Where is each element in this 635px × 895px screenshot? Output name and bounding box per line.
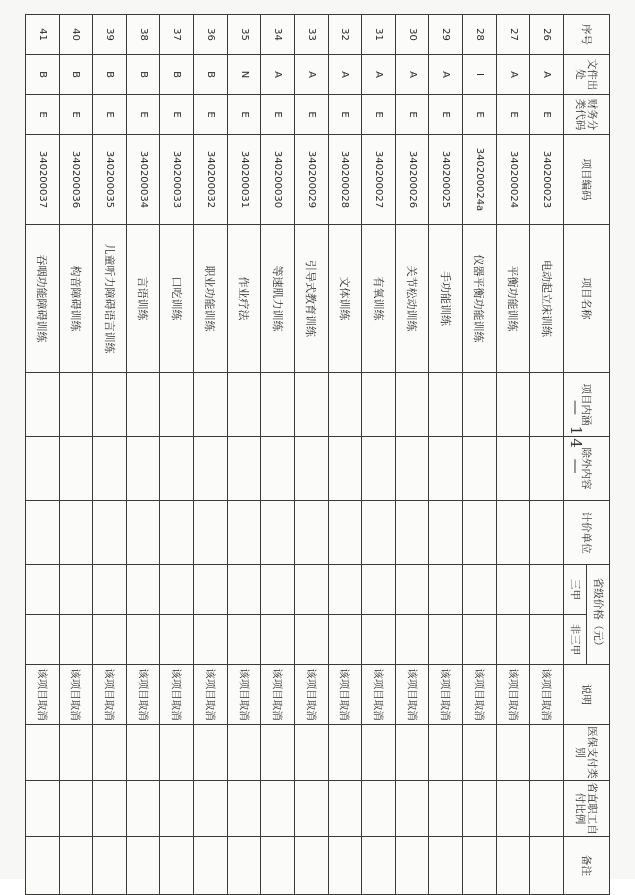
row-tier3-price bbox=[463, 565, 497, 615]
row-ratio bbox=[93, 781, 127, 837]
row-exclusion bbox=[328, 437, 362, 501]
header-desc: 说明 bbox=[564, 665, 610, 725]
row-desc: 该项目取消 bbox=[530, 665, 564, 725]
table-row bbox=[227, 15, 261, 895]
header-ratio: 省直职工自付比例 bbox=[564, 781, 610, 837]
row-connotation bbox=[227, 373, 261, 437]
row-ratio bbox=[160, 781, 194, 837]
row-item-name: 关节松动训练 bbox=[395, 225, 429, 373]
row-item-name: 电动起立床训练 bbox=[530, 225, 564, 373]
row-ratio bbox=[227, 781, 261, 837]
row-ratio bbox=[194, 781, 228, 837]
row-exclusion bbox=[160, 437, 194, 501]
row-item-code: 340200027 bbox=[362, 135, 396, 225]
header-remark: 备注 bbox=[564, 837, 610, 895]
row-doc-origin: A bbox=[429, 55, 463, 95]
row-non-tier3-price bbox=[227, 615, 261, 665]
row-ratio bbox=[362, 781, 396, 837]
row-tier3-price bbox=[126, 565, 160, 615]
row-insurance bbox=[429, 725, 463, 781]
row-desc: 该项目取消 bbox=[395, 665, 429, 725]
row-non-tier3-price bbox=[126, 615, 160, 665]
row-exclusion bbox=[93, 437, 127, 501]
row-doc-origin: A bbox=[328, 55, 362, 95]
row-insurance bbox=[160, 725, 194, 781]
header-price-group: 省级价格（元） bbox=[587, 565, 610, 665]
row-tier3-price bbox=[429, 565, 463, 615]
row-ratio bbox=[126, 781, 160, 837]
row-unit bbox=[93, 501, 127, 565]
row-remark bbox=[261, 837, 295, 895]
table-row bbox=[395, 15, 429, 895]
row-exclusion bbox=[362, 437, 396, 501]
row-seq: 37 bbox=[160, 15, 194, 55]
row-remark bbox=[194, 837, 228, 895]
row-tier3-price bbox=[261, 565, 295, 615]
table-row bbox=[126, 15, 160, 895]
row-doc-origin: A bbox=[362, 55, 396, 95]
row-insurance bbox=[530, 725, 564, 781]
row-exclusion bbox=[59, 437, 93, 501]
row-non-tier3-price bbox=[395, 615, 429, 665]
row-item-name: 引导式教育训练 bbox=[295, 225, 329, 373]
row-fin-code: E bbox=[295, 95, 329, 135]
row-desc: 该项目取消 bbox=[429, 665, 463, 725]
row-remark bbox=[496, 837, 530, 895]
row-doc-origin: I bbox=[463, 55, 497, 95]
row-exclusion bbox=[194, 437, 228, 501]
table-row bbox=[59, 15, 93, 895]
row-doc-origin: A bbox=[496, 55, 530, 95]
row-item-name: 手功能训练 bbox=[429, 225, 463, 373]
table-row bbox=[295, 15, 329, 895]
row-fin-code: E bbox=[160, 95, 194, 135]
row-non-tier3-price bbox=[328, 615, 362, 665]
row-doc-origin: B bbox=[93, 55, 127, 95]
row-non-tier3-price bbox=[160, 615, 194, 665]
row-tier3-price bbox=[93, 565, 127, 615]
row-remark bbox=[26, 837, 60, 895]
row-item-code: 340200023 bbox=[530, 135, 564, 225]
row-doc-origin: B bbox=[26, 55, 60, 95]
row-remark bbox=[59, 837, 93, 895]
row-item-code: 340200034 bbox=[126, 135, 160, 225]
row-doc-origin: A bbox=[295, 55, 329, 95]
row-fin-code: E bbox=[93, 95, 127, 135]
row-desc: 该项目取消 bbox=[328, 665, 362, 725]
table-row bbox=[362, 15, 396, 895]
row-insurance bbox=[295, 725, 329, 781]
row-seq: 32 bbox=[328, 15, 362, 55]
row-doc-origin: B bbox=[194, 55, 228, 95]
row-seq: 27 bbox=[496, 15, 530, 55]
row-desc: 该项目取消 bbox=[362, 665, 396, 725]
row-unit bbox=[26, 501, 60, 565]
row-doc-origin: A bbox=[261, 55, 295, 95]
row-ratio bbox=[463, 781, 497, 837]
row-desc: 该项目取消 bbox=[496, 665, 530, 725]
row-insurance bbox=[496, 725, 530, 781]
row-fin-code: E bbox=[395, 95, 429, 135]
row-item-code: 340200033 bbox=[160, 135, 194, 225]
row-seq: 35 bbox=[227, 15, 261, 55]
row-seq: 40 bbox=[59, 15, 93, 55]
row-fin-code: E bbox=[59, 95, 93, 135]
row-tier3-price bbox=[328, 565, 362, 615]
row-non-tier3-price bbox=[59, 615, 93, 665]
header-doc-origin: 文件出处 bbox=[564, 55, 610, 95]
row-remark bbox=[530, 837, 564, 895]
row-fin-code: E bbox=[328, 95, 362, 135]
row-ratio bbox=[59, 781, 93, 837]
row-desc: 该项目取消 bbox=[261, 665, 295, 725]
row-remark bbox=[362, 837, 396, 895]
table-row bbox=[328, 15, 362, 895]
header-connotation: 项目内涵 bbox=[564, 373, 610, 437]
row-ratio bbox=[530, 781, 564, 837]
row-item-name: 文体训练 bbox=[328, 225, 362, 373]
row-exclusion bbox=[126, 437, 160, 501]
row-doc-origin: A bbox=[530, 55, 564, 95]
row-seq: 29 bbox=[429, 15, 463, 55]
row-non-tier3-price bbox=[194, 615, 228, 665]
row-ratio bbox=[261, 781, 295, 837]
row-item-name: 等速肌力训练 bbox=[261, 225, 295, 373]
row-remark bbox=[126, 837, 160, 895]
row-seq: 36 bbox=[194, 15, 228, 55]
row-unit bbox=[496, 501, 530, 565]
header-exclusion: 除外内容 bbox=[564, 437, 610, 501]
row-insurance bbox=[26, 725, 60, 781]
table-row bbox=[530, 15, 564, 895]
row-remark bbox=[463, 837, 497, 895]
row-non-tier3-price bbox=[93, 615, 127, 665]
row-doc-origin: B bbox=[160, 55, 194, 95]
row-item-code: 340200024a bbox=[463, 135, 497, 225]
row-tier3-price bbox=[26, 565, 60, 615]
row-tier3-price bbox=[362, 565, 396, 615]
row-item-code: 340200031 bbox=[227, 135, 261, 225]
row-exclusion bbox=[496, 437, 530, 501]
row-non-tier3-price bbox=[530, 615, 564, 665]
row-desc: 该项目取消 bbox=[463, 665, 497, 725]
header-insurance: 医保支付类别 bbox=[564, 725, 610, 781]
row-item-code: 340200037 bbox=[26, 135, 60, 225]
row-item-code: 340200026 bbox=[395, 135, 429, 225]
row-doc-origin: A bbox=[395, 55, 429, 95]
row-item-code: 340200030 bbox=[261, 135, 295, 225]
row-connotation bbox=[59, 373, 93, 437]
row-item-name: 平衡功能训练 bbox=[496, 225, 530, 373]
row-connotation bbox=[160, 373, 194, 437]
row-insurance bbox=[59, 725, 93, 781]
row-remark bbox=[93, 837, 127, 895]
row-unit bbox=[227, 501, 261, 565]
row-connotation bbox=[362, 373, 396, 437]
row-unit bbox=[328, 501, 362, 565]
row-desc: 该项目取消 bbox=[93, 665, 127, 725]
row-tier3-price bbox=[530, 565, 564, 615]
row-ratio bbox=[429, 781, 463, 837]
header-non-tier3: 非三甲 bbox=[564, 615, 587, 665]
row-remark bbox=[395, 837, 429, 895]
row-tier3-price bbox=[227, 565, 261, 615]
table-row bbox=[261, 15, 295, 895]
row-connotation bbox=[261, 373, 295, 437]
row-seq: 39 bbox=[93, 15, 127, 55]
row-unit bbox=[463, 501, 497, 565]
row-unit bbox=[160, 501, 194, 565]
row-fin-code: E bbox=[26, 95, 60, 135]
row-item-code: 340200032 bbox=[194, 135, 228, 225]
row-item-name: 作业疗法 bbox=[227, 225, 261, 373]
row-item-code: 340200028 bbox=[328, 135, 362, 225]
row-doc-origin: N bbox=[227, 55, 261, 95]
row-unit bbox=[194, 501, 228, 565]
row-connotation bbox=[126, 373, 160, 437]
row-tier3-price bbox=[160, 565, 194, 615]
row-seq: 31 bbox=[362, 15, 396, 55]
row-item-code: 340200029 bbox=[295, 135, 329, 225]
row-connotation bbox=[328, 373, 362, 437]
row-item-name: 口吃训练 bbox=[160, 225, 194, 373]
row-desc: 该项目取消 bbox=[26, 665, 60, 725]
row-item-name: 仪器平衡功能训练 bbox=[463, 225, 497, 373]
table-row bbox=[429, 15, 463, 895]
row-item-name: 有氧训练 bbox=[362, 225, 396, 373]
row-non-tier3-price bbox=[26, 615, 60, 665]
row-unit bbox=[362, 501, 396, 565]
row-desc: 该项目取消 bbox=[227, 665, 261, 725]
row-desc: 该项目取消 bbox=[126, 665, 160, 725]
table-row bbox=[93, 15, 127, 895]
row-exclusion bbox=[227, 437, 261, 501]
row-seq: 41 bbox=[26, 15, 60, 55]
table-row bbox=[496, 15, 530, 895]
row-tier3-price bbox=[395, 565, 429, 615]
row-connotation bbox=[194, 373, 228, 437]
row-tier3-price bbox=[194, 565, 228, 615]
header-fin-code: 财务分类代码 bbox=[564, 95, 610, 135]
row-fin-code: E bbox=[227, 95, 261, 135]
row-unit bbox=[395, 501, 429, 565]
row-fin-code: E bbox=[126, 95, 160, 135]
row-remark bbox=[160, 837, 194, 895]
row-desc: 该项目取消 bbox=[160, 665, 194, 725]
row-doc-origin: B bbox=[126, 55, 160, 95]
row-non-tier3-price bbox=[463, 615, 497, 665]
row-fin-code: E bbox=[194, 95, 228, 135]
row-ratio bbox=[395, 781, 429, 837]
header-item-name: 项目名称 bbox=[564, 225, 610, 373]
row-exclusion bbox=[463, 437, 497, 501]
row-item-name: 儿童听力障碍语言训练 bbox=[93, 225, 127, 373]
row-unit bbox=[295, 501, 329, 565]
table-row bbox=[463, 15, 497, 895]
row-unit bbox=[429, 501, 463, 565]
row-exclusion bbox=[295, 437, 329, 501]
row-ratio bbox=[295, 781, 329, 837]
row-tier3-price bbox=[295, 565, 329, 615]
table-row bbox=[194, 15, 228, 895]
price-items-table bbox=[25, 14, 610, 895]
row-remark bbox=[295, 837, 329, 895]
row-non-tier3-price bbox=[261, 615, 295, 665]
row-item-name: 吞咽功能障碍训练 bbox=[26, 225, 60, 373]
row-insurance bbox=[93, 725, 127, 781]
row-insurance bbox=[463, 725, 497, 781]
row-remark bbox=[429, 837, 463, 895]
row-insurance bbox=[227, 725, 261, 781]
row-desc: 该项目取消 bbox=[59, 665, 93, 725]
row-doc-origin: B bbox=[59, 55, 93, 95]
row-seq: 33 bbox=[295, 15, 329, 55]
row-connotation bbox=[93, 373, 127, 437]
row-item-code: 340200035 bbox=[93, 135, 127, 225]
row-unit bbox=[261, 501, 295, 565]
row-unit bbox=[59, 501, 93, 565]
row-fin-code: E bbox=[261, 95, 295, 135]
row-item-name: 构音障碍训练 bbox=[59, 225, 93, 373]
row-non-tier3-price bbox=[429, 615, 463, 665]
row-item-name: 职业功能训练 bbox=[194, 225, 228, 373]
row-item-name: 言语训练 bbox=[126, 225, 160, 373]
row-connotation bbox=[26, 373, 60, 437]
row-item-code: 340200036 bbox=[59, 135, 93, 225]
row-item-code: 340200024 bbox=[496, 135, 530, 225]
row-fin-code: E bbox=[362, 95, 396, 135]
row-exclusion bbox=[261, 437, 295, 501]
row-connotation bbox=[463, 373, 497, 437]
row-connotation bbox=[295, 373, 329, 437]
row-ratio bbox=[496, 781, 530, 837]
row-connotation bbox=[530, 373, 564, 437]
table-row bbox=[160, 15, 194, 895]
row-unit bbox=[530, 501, 564, 565]
rotated-table-container bbox=[25, 14, 610, 876]
header-tier3: 三甲 bbox=[564, 565, 587, 615]
row-seq: 30 bbox=[395, 15, 429, 55]
row-unit bbox=[126, 501, 160, 565]
row-fin-code: E bbox=[463, 95, 497, 135]
row-remark bbox=[328, 837, 362, 895]
row-seq: 28 bbox=[463, 15, 497, 55]
row-insurance bbox=[194, 725, 228, 781]
row-tier3-price bbox=[496, 565, 530, 615]
row-non-tier3-price bbox=[362, 615, 396, 665]
row-fin-code: E bbox=[530, 95, 564, 135]
row-tier3-price bbox=[59, 565, 93, 615]
row-ratio bbox=[26, 781, 60, 837]
header-seq: 序号 bbox=[564, 15, 610, 55]
row-connotation bbox=[395, 373, 429, 437]
header-item-code: 项目编码 bbox=[564, 135, 610, 225]
row-insurance bbox=[328, 725, 362, 781]
row-non-tier3-price bbox=[496, 615, 530, 665]
row-exclusion bbox=[395, 437, 429, 501]
row-seq: 34 bbox=[261, 15, 295, 55]
row-exclusion bbox=[26, 437, 60, 501]
row-fin-code: E bbox=[429, 95, 463, 135]
table-row bbox=[26, 15, 60, 895]
row-desc: 该项目取消 bbox=[295, 665, 329, 725]
row-insurance bbox=[362, 725, 396, 781]
row-item-code: 340200025 bbox=[429, 135, 463, 225]
row-fin-code: E bbox=[496, 95, 530, 135]
row-non-tier3-price bbox=[295, 615, 329, 665]
page-number: — 14 — bbox=[567, 400, 585, 477]
row-seq: 26 bbox=[530, 15, 564, 55]
row-connotation bbox=[496, 373, 530, 437]
row-remark bbox=[227, 837, 261, 895]
header-unit: 计价单位 bbox=[564, 501, 610, 565]
row-insurance bbox=[395, 725, 429, 781]
row-ratio bbox=[328, 781, 362, 837]
row-insurance bbox=[126, 725, 160, 781]
row-exclusion bbox=[429, 437, 463, 501]
row-seq: 38 bbox=[126, 15, 160, 55]
row-connotation bbox=[429, 373, 463, 437]
row-exclusion bbox=[530, 437, 564, 501]
row-desc: 该项目取消 bbox=[194, 665, 228, 725]
row-insurance bbox=[261, 725, 295, 781]
